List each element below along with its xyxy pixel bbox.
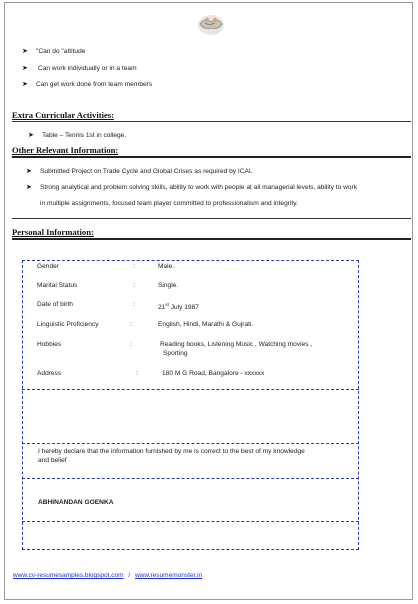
value-languages: English, Hindi, Marathi & Gujrati. [158, 321, 254, 328]
colon: : [133, 301, 135, 308]
table-divider [22, 389, 359, 390]
footer-link-resumemonster[interactable]: www.resumemonster.in [134, 572, 203, 579]
divider [12, 121, 411, 122]
label-gender: Gender [37, 263, 59, 270]
declaration-text-continued: and belief [38, 457, 67, 464]
label-marital-status: Marital Status [37, 282, 78, 289]
colon: : [136, 370, 138, 377]
value-address: 180 M G Road, Bangalore - xxxxxx [162, 370, 265, 377]
list-item: ➤ Can work individually or in a team [22, 65, 137, 72]
list-item: ➤ Strong analytical and problem solving skills, ability to work with people at all managerial levels, ability to work [26, 184, 358, 191]
table-divider [22, 443, 359, 444]
value-gender: Male. [158, 263, 175, 270]
colon: : [130, 321, 132, 328]
value-hobbies: Reading books, Listening Music , Watching movies , [160, 341, 313, 348]
declaration-text: I hereby declare that the information furnished by me is correct to the best of my knowledge [38, 448, 305, 455]
footer-links [13, 572, 202, 579]
footer-separator: / [128, 572, 131, 579]
colon: : [133, 282, 135, 289]
colon: : [133, 263, 135, 270]
footer-link-cv-samples[interactable]: www.cv-resumesamples.blogspot.com [13, 572, 124, 579]
value-marital-status: Single. [158, 282, 179, 289]
value-hobbies-continued: Sporting [163, 350, 188, 357]
list-item-continuation: in multiple assignments, focused team player committed to professionalism and integrity. [40, 200, 298, 207]
label-linguistic-proficiency: Linguistic Proficiency [37, 321, 99, 328]
label-date-of-birth: Date of birth [37, 301, 73, 308]
arrow-bullet-icon: ➤ [26, 184, 32, 191]
section-heading-other: Other Relevant Information: [12, 145, 119, 155]
list-item: ➤ "Can do "attitude [22, 48, 86, 55]
signature-name: ABHINANDAN GOENKA [38, 499, 114, 506]
list-item: ➤ Table – Tennis 1st in college. [28, 132, 127, 139]
label-hobbies: Hobbies [37, 341, 62, 348]
divider [12, 238, 411, 240]
arrow-bullet-icon: ➤ [22, 48, 28, 55]
arrow-bullet-icon: ➤ [28, 132, 34, 139]
list-item: ➤ Submitted Project on Trade Cycle and Global Crises as required by ICAI. [26, 168, 253, 175]
divider [12, 218, 411, 219]
table-divider [22, 478, 359, 479]
arrow-bullet-icon: ➤ [26, 168, 32, 175]
label-address: Address [37, 370, 62, 377]
arrow-bullet-icon: ➤ [22, 65, 28, 72]
section-heading-extra: Extra Curricular Activities: [12, 110, 114, 120]
divider [12, 156, 411, 158]
handshake-icon [196, 10, 226, 38]
list-item: ➤ Can get work done from team members [22, 81, 153, 88]
section-heading-personal: Personal Information: [12, 227, 94, 237]
arrow-bullet-icon: ➤ [22, 81, 28, 88]
table-divider [22, 521, 359, 522]
colon: : [130, 341, 132, 348]
value-date-of-birth: 21st July 1987 [158, 302, 199, 312]
